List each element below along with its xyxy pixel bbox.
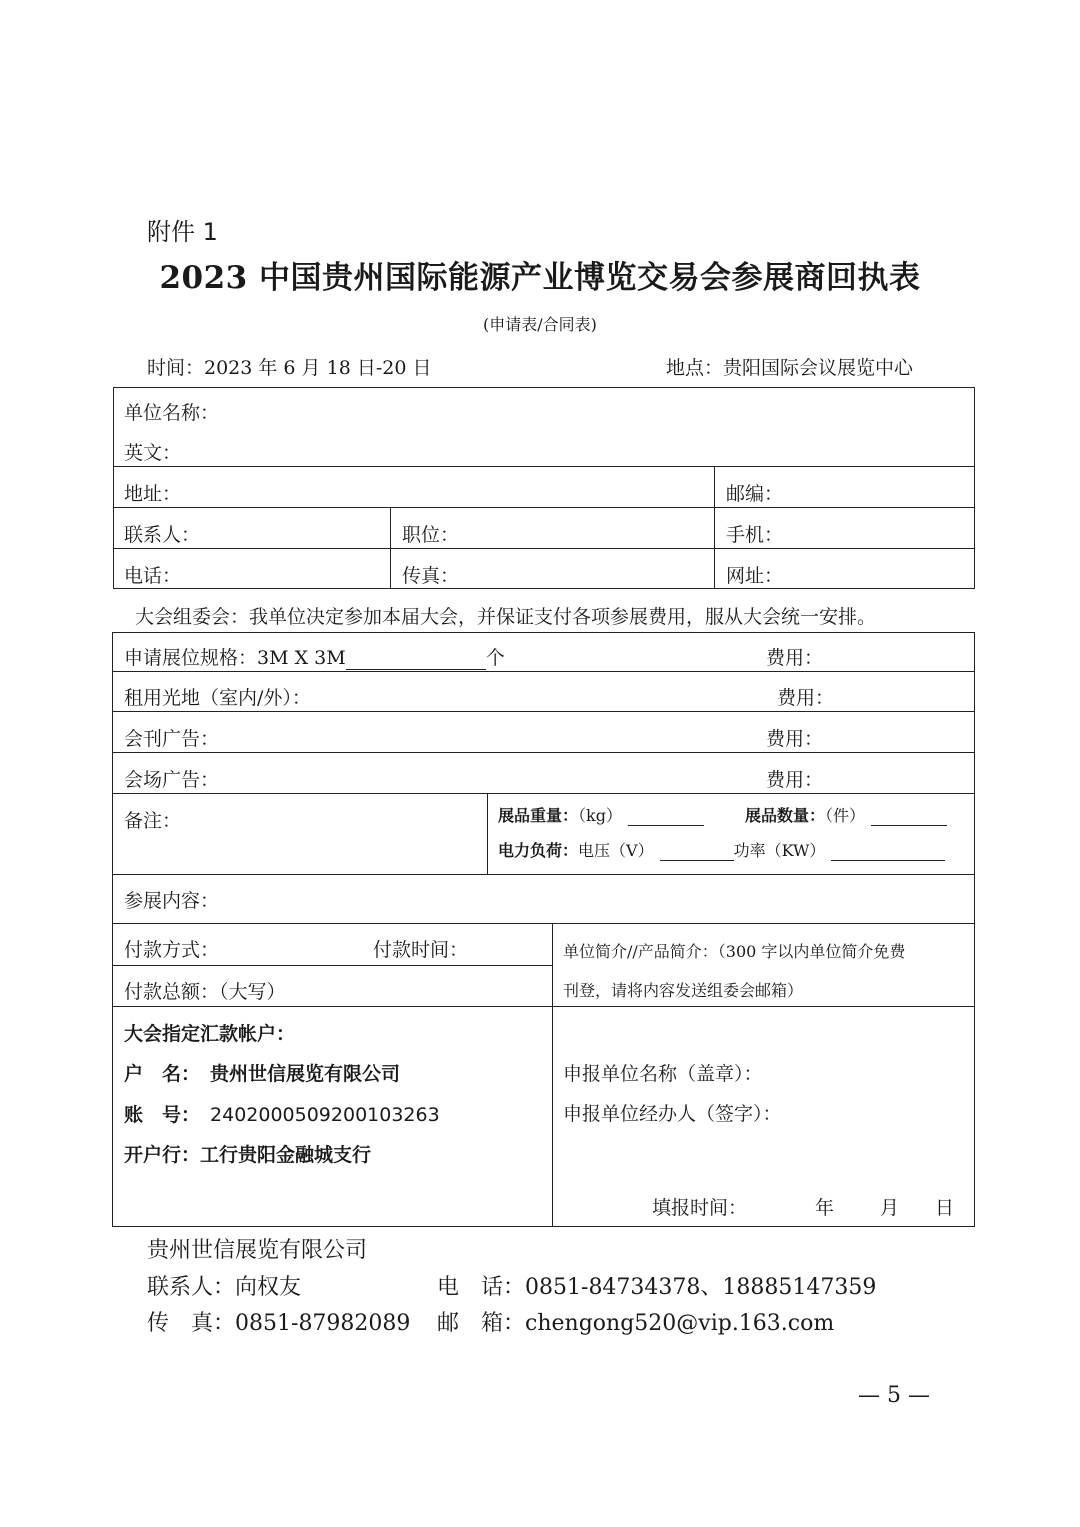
page-number: — 5 — bbox=[858, 1383, 930, 1408]
journal-ad-fee-field[interactable]: 费用： bbox=[766, 728, 824, 750]
fax-field[interactable]: 传真： bbox=[402, 565, 460, 587]
row-divider bbox=[113, 548, 975, 549]
account-name-label: 户 名： bbox=[124, 1063, 201, 1085]
fill-time-label[interactable]: 填报时间： bbox=[652, 1197, 748, 1219]
exhibit-qty-field[interactable] bbox=[745, 803, 947, 826]
booth-spec-field[interactable] bbox=[124, 643, 505, 670]
contact-field[interactable]: 联系人： bbox=[124, 524, 201, 546]
mobile-field[interactable]: 手机： bbox=[726, 524, 784, 546]
payment-total-field[interactable]: 付款总额：（大写） bbox=[124, 981, 286, 1003]
footer-email bbox=[437, 1306, 834, 1337]
row-divider bbox=[112, 671, 975, 672]
bank-value: 工行贵阳金融城支行 bbox=[200, 1144, 372, 1166]
fill-month: 月 bbox=[880, 1197, 900, 1219]
account-name-value: 贵州世信展览有限公司 bbox=[210, 1063, 401, 1085]
intro-line2: 刊登，请将内容发送组委会邮箱） bbox=[563, 981, 804, 1000]
application-table bbox=[112, 632, 975, 1227]
col-divider bbox=[552, 923, 553, 1227]
row-divider bbox=[112, 1006, 975, 1007]
row-divider bbox=[112, 923, 975, 924]
col-divider bbox=[390, 507, 391, 589]
power-blank[interactable] bbox=[831, 842, 945, 861]
account-name-row bbox=[124, 1059, 400, 1086]
booth-count-blank[interactable] bbox=[346, 651, 486, 670]
footer-phone bbox=[437, 1270, 876, 1301]
account-no-row bbox=[124, 1100, 440, 1127]
row-divider bbox=[113, 507, 975, 508]
raw-space-fee-field[interactable]: 费用： bbox=[777, 687, 835, 709]
event-place: 地点：贵阳国际会议展览中心 bbox=[666, 357, 914, 379]
power-load-field[interactable] bbox=[498, 838, 945, 861]
row-divider bbox=[112, 965, 552, 966]
payment-time-field[interactable]: 付款时间： bbox=[373, 939, 469, 961]
address-field[interactable]: 地址： bbox=[124, 483, 182, 505]
col-divider bbox=[487, 793, 488, 874]
document-subtitle: (申请表/合同表) bbox=[483, 315, 597, 334]
venue-ad-fee-field[interactable]: 费用： bbox=[766, 769, 824, 791]
raw-space-field[interactable]: 租用光地（室内/外）： bbox=[124, 687, 311, 709]
venue-ad-field[interactable]: 会场广告： bbox=[124, 769, 220, 791]
fill-day: 日 bbox=[935, 1197, 955, 1219]
voltage-label: 电压（V） bbox=[578, 841, 654, 860]
booth-spec-label: 申请展位规格：3M X 3M bbox=[124, 647, 346, 669]
bank-label: 开户行： bbox=[124, 1144, 201, 1166]
row-divider bbox=[112, 711, 975, 712]
row-divider bbox=[112, 793, 975, 794]
footer-email-value: chengong520@vip.163.com bbox=[525, 1311, 835, 1336]
payment-method-field[interactable]: 付款方式： bbox=[124, 939, 220, 961]
footer-company: 贵州世信展览有限公司 bbox=[147, 1238, 368, 1263]
row-divider bbox=[112, 752, 975, 753]
position-field[interactable]: 职位： bbox=[402, 524, 460, 546]
english-name-field[interactable]: 英文： bbox=[124, 442, 182, 464]
applicant-agent-field[interactable]: 申报单位经办人（签字）： bbox=[563, 1103, 782, 1125]
exhibit-qty-label: 展品数量： bbox=[745, 806, 826, 825]
document-title: 2023 中国贵州国际能源产业博览交易会参展商回执表 bbox=[159, 260, 921, 296]
commitment-statement: 大会组委会：我单位决定参加本届大会，并保证支付各项参展费用，服从大会统一安排。 bbox=[135, 606, 877, 628]
qty-unit: （件） bbox=[825, 806, 866, 825]
footer-phone-value: 0851-84734378、18885147359 bbox=[525, 1275, 877, 1300]
applicant-name-field[interactable]: 申报单位名称（盖章）： bbox=[563, 1063, 763, 1085]
website-field[interactable]: 网址： bbox=[726, 565, 784, 587]
booth-fee-field[interactable]: 费用： bbox=[766, 647, 824, 669]
weight-blank[interactable] bbox=[628, 807, 704, 826]
exhibit-content-field[interactable]: 参展内容： bbox=[124, 890, 220, 912]
event-time: 时间：2023 年 6 月 18 日-20 日 bbox=[147, 357, 432, 379]
company-info-table bbox=[113, 387, 975, 589]
booth-unit: 个 bbox=[485, 647, 505, 669]
account-no-value: 2402000509200103263 bbox=[210, 1104, 440, 1126]
phone-field[interactable]: 电话： bbox=[124, 565, 182, 587]
footer-contact-name: 向权友 bbox=[235, 1275, 302, 1300]
remarks-field[interactable]: 备注： bbox=[124, 810, 182, 832]
power-label: 功率（KW） bbox=[733, 841, 826, 860]
fill-year: 年 bbox=[815, 1197, 835, 1219]
row-divider bbox=[112, 874, 975, 875]
weight-unit: （kg） bbox=[578, 806, 622, 825]
footer-contact bbox=[147, 1270, 301, 1301]
voltage-blank[interactable] bbox=[660, 842, 734, 861]
bank-row bbox=[124, 1140, 371, 1167]
postcode-field[interactable]: 邮编： bbox=[726, 483, 784, 505]
account-title: 大会指定汇款帐户： bbox=[124, 1023, 296, 1045]
company-name-field[interactable]: 单位名称： bbox=[124, 402, 220, 424]
exhibit-weight-field[interactable] bbox=[498, 803, 704, 826]
intro-line1: 单位简介//产品简介：（300 字以内单位简介免费 bbox=[563, 942, 906, 961]
footer-fax bbox=[147, 1306, 410, 1337]
footer-contact-label: 联系人： bbox=[147, 1275, 236, 1300]
footer-phone-label: 电 话： bbox=[437, 1275, 526, 1300]
footer-fax-label: 传 真： bbox=[147, 1311, 236, 1336]
power-load-label: 电力负荷： bbox=[498, 841, 579, 860]
footer-email-label: 邮 箱： bbox=[437, 1311, 526, 1336]
footer-fax-value: 0851-87982089 bbox=[235, 1311, 411, 1336]
annex-label: 附件 1 bbox=[147, 218, 218, 246]
exhibit-weight-label: 展品重量： bbox=[498, 806, 579, 825]
qty-blank[interactable] bbox=[871, 807, 947, 826]
account-no-label: 账 号： bbox=[124, 1104, 201, 1126]
col-divider bbox=[714, 466, 715, 589]
row-divider bbox=[113, 466, 975, 467]
journal-ad-field[interactable]: 会刊广告： bbox=[124, 728, 220, 750]
